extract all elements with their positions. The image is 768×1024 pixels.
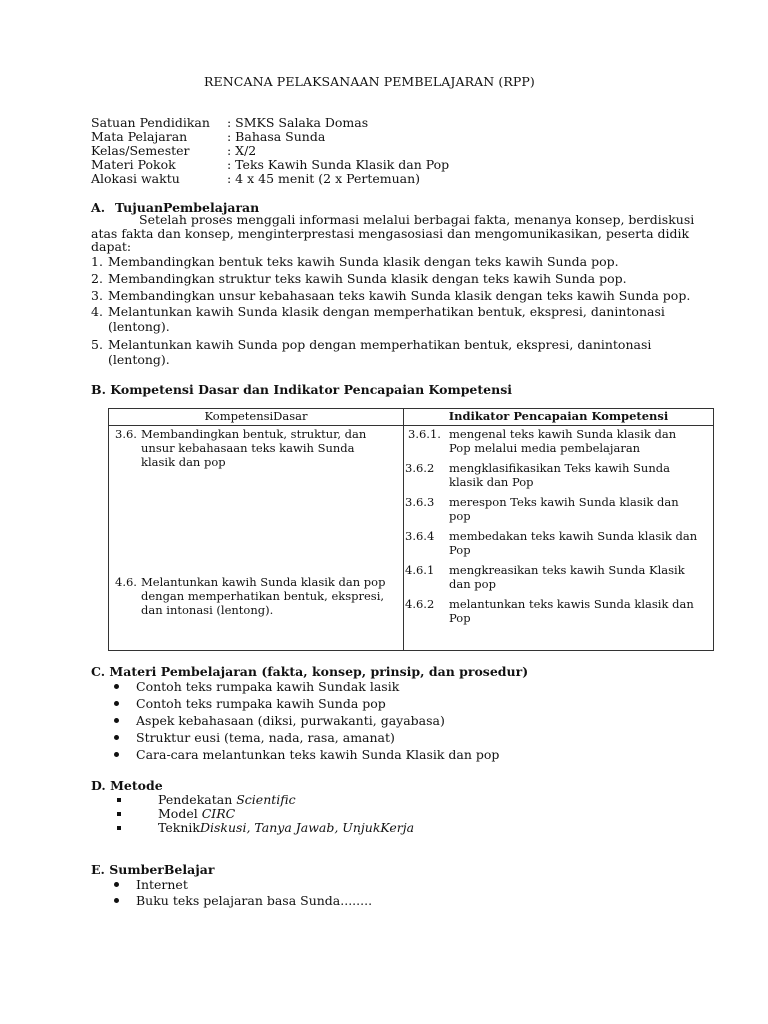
section-e-heading: E. SumberBelajar xyxy=(91,862,215,877)
indicator-number: 3.6.3 xyxy=(405,495,435,509)
objective-number: 4. xyxy=(91,304,103,319)
identity-value-mapel: : Bahasa Sunda xyxy=(227,129,326,144)
competency-table xyxy=(108,408,714,651)
kd-text: Melantunkan kawih Sunda klasik dan pop xyxy=(141,575,386,589)
bullet-icon xyxy=(114,701,119,706)
objective-text: Membandingkan bentuk teks kawih Sunda klasik dengan teks kawih Sunda pop. xyxy=(108,254,619,269)
indicator-text: dan pop xyxy=(449,577,496,591)
section-a-intro-line: dapat: xyxy=(91,239,132,254)
method-item-plain: Model xyxy=(158,806,202,821)
kd-number: 3.6. xyxy=(115,427,137,441)
indicator-text: Pop xyxy=(449,611,471,625)
identity-label-materi: Materi Pokok xyxy=(91,157,176,172)
identity-value-satuan: : SMKS Salaka Domas xyxy=(227,115,369,130)
indicator-text: Pop melalui media pembelajaran xyxy=(449,441,641,455)
section-c-heading: C. Materi Pembelajaran (fakta, konsep, prinsip, dan prosedur) xyxy=(91,664,529,679)
kd-text: unsur kebahasaan teks kawih Sunda xyxy=(141,441,355,455)
objective-number: 3. xyxy=(91,288,103,303)
material-item: Cara-cara melantunkan teks kawih Sunda Klasik dan pop xyxy=(136,747,500,762)
material-item: Aspek kebahasaan (diksi, purwakanti, gayabasa) xyxy=(136,713,445,728)
indicator-text: klasik dan Pop xyxy=(449,475,534,489)
identity-label-satuan: Satuan Pendidikan xyxy=(91,115,210,130)
bullet-icon xyxy=(114,718,119,723)
document-title: RENCANA PELAKSANAAN PEMBELAJARAN (RPP) xyxy=(204,74,535,89)
material-item: Struktur eusi (tema, nada, rasa, amanat) xyxy=(136,730,395,745)
section-d-heading: D. Metode xyxy=(91,778,163,793)
objective-number: 5. xyxy=(91,337,103,352)
bullet-icon xyxy=(114,752,119,757)
indicator-number: 3.6.1. xyxy=(408,427,441,441)
objective-text-continued: (lentong). xyxy=(108,319,170,334)
identity-label-kelas: Kelas/Semester xyxy=(91,143,190,158)
objective-text: Melantunkan kawih Sunda klasik dengan memperhatikan bentuk, ekspresi, danintonasi xyxy=(108,304,665,319)
indicator-text: merespon Teks kawih Sunda klasik dan xyxy=(449,495,679,509)
material-item: Contoh teks rumpaka kawih Sunda pop xyxy=(136,696,386,711)
kd-text: dan intonasi (lentong). xyxy=(141,603,274,617)
objective-number: 1. xyxy=(91,254,103,269)
kd-text: Membandingkan bentuk, struktur, dan xyxy=(141,427,367,441)
indicator-text: Pop xyxy=(449,543,471,557)
method-item-plain: Teknik xyxy=(158,820,200,835)
objective-text-continued: (lentong). xyxy=(108,352,170,367)
indicator-text: mengkreasikan teks kawih Sunda Klasik xyxy=(449,563,685,577)
square-bullet-icon xyxy=(117,826,121,830)
bullet-icon xyxy=(114,684,119,689)
indicator-cell xyxy=(404,426,714,651)
objective-text: Melantunkan kawih Sunda pop dengan memperhatikan bentuk, ekspresi, danintonasi xyxy=(108,337,652,352)
indicator-text: melantunkan teks kawis Sunda klasik dan xyxy=(449,597,694,611)
indicator-text: mengenal teks kawih Sunda klasik dan xyxy=(449,427,677,441)
indicator-text: membedakan teks kawih Sunda klasik dan xyxy=(449,529,698,543)
kd-text: dengan memperhatikan bentuk, ekspresi, xyxy=(141,589,385,603)
method-item-italic: Scientific xyxy=(236,792,296,807)
identity-label-mapel: Mata Pelajaran xyxy=(91,129,188,144)
section-b-heading: B. Kompetensi Dasar dan Indikator Pencapaian Kompetensi xyxy=(91,382,512,397)
method-item xyxy=(158,792,296,807)
method-item-italic: CIRC xyxy=(201,806,236,821)
source-item: Buku teks pelajaran basa Sunda........ xyxy=(136,893,373,908)
method-item xyxy=(158,820,414,835)
kd-text: klasik dan pop xyxy=(141,455,226,469)
method-item-plain: Pendekatan xyxy=(158,792,237,807)
section-a-letter: A. xyxy=(91,200,106,215)
table-header-kd: KompetensiDasar xyxy=(109,409,404,426)
objective-number: 2. xyxy=(91,271,103,286)
indicator-number: 3.6.2 xyxy=(405,461,435,475)
source-item: Internet xyxy=(136,877,188,892)
bullet-icon xyxy=(114,735,119,740)
section-a-intro-line: Setelah proses menggali informasi melalui berbagai fakta, menanya konsep, berdiskusi xyxy=(139,212,695,227)
identity-value-materi: : Teks Kawih Sunda Klasik dan Pop xyxy=(227,157,450,172)
material-item: Contoh teks rumpaka kawih Sundak lasik xyxy=(136,679,400,694)
square-bullet-icon xyxy=(117,798,121,802)
section-a-heading: TujuanPembelajaran xyxy=(115,200,260,215)
kd-cell xyxy=(109,426,404,651)
identity-label-alokasi: Alokasi waktu xyxy=(91,171,180,186)
section-a-intro-line: atas fakta dan konsep, menginterprestasi mengasosiasi dan mengomunikasikan, peserta didik xyxy=(91,226,690,241)
identity-value-kelas: : X/2 xyxy=(227,143,257,158)
bullet-icon xyxy=(114,898,119,903)
indicator-number: 4.6.1 xyxy=(405,563,435,577)
indicator-number: 3.6.4 xyxy=(405,529,435,543)
method-item-italic: Diskusi, Tanya Jawab, UnjukKerja xyxy=(199,820,415,835)
method-item xyxy=(158,806,235,821)
identity-value-alokasi: : 4 x 45 menit (2 x Pertemuan) xyxy=(227,171,421,186)
square-bullet-icon xyxy=(117,812,121,816)
table-header-indicator: Indikator Pencapaian Kompetensi xyxy=(404,409,714,426)
indicator-text: mengklasifikasikan Teks kawih Sunda xyxy=(449,461,670,475)
objective-text: Membandingkan struktur teks kawih Sunda klasik dengan teks kawih Sunda pop. xyxy=(108,271,627,286)
kd-number: 4.6. xyxy=(115,575,137,589)
indicator-text: pop xyxy=(449,509,471,523)
objective-text: Membandingkan unsur kebahasaan teks kawih Sunda klasik dengan teks kawih Sunda pop. xyxy=(108,288,691,303)
bullet-icon xyxy=(114,882,119,887)
indicator-number: 4.6.2 xyxy=(405,597,435,611)
